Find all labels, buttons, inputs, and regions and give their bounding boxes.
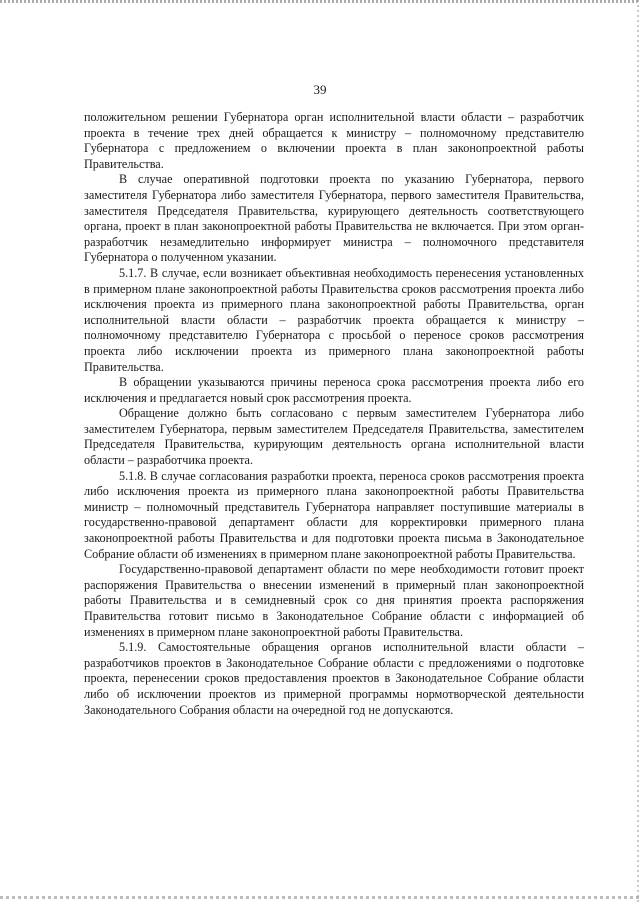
paragraph-continuation: положительном решении Губернатора орган исполнительной власти области – разработчик проекта в течение трех дней обращается к министру – полномочному представителю Губернатора с предложением о включении проекта в план законопроектной работы Правительства. <box>84 110 584 171</box>
paragraph-5-1-9: 5.1.9. Самостоятельные обращения органов исполнительной власти области – разработчиков проектов в Законодательное Собрание области с предложениями о подготовке проекта, перенесении сроков предоставления проектов в Законодательное Собрание области либо об исключении проектов из примерной программы нормотворческой деятельности Законодательного Собрания области на очередной год не допускаются. <box>84 640 584 717</box>
scan-edge-top <box>0 0 640 3</box>
paragraph: Государственно-правовой департамент области по мере необходимости готовит проект распоряжения Правительства о внесении изменений в примерный план законопроектной работы Правительства и в семидневный срок со дня принятия проекта распоряжения Правительства готовит письмо в Законодательное Собрание области с информацией об изменениях в примерном плане законопроектной работы Правительства. <box>84 562 584 639</box>
paragraph: В случае оперативной подготовки проекта по указанию Губернатора, первого заместителя Губернатора либо заместителя Губернатора, первого заместителя Правительства, заместителя Председателя Правительства, курирующего деятельность соответствующего органа, проект в план законопроектной работы Правительства не включается. При этом орган-разработчик незамедлительно информирует министра – полномочного представителя Губернатора о полученном указании. <box>84 172 584 265</box>
paragraph-5-1-8: 5.1.8. В случае согласования разработки проекта, переноса сроков рассмотрения проекта либо исключения проекта из примерного плана законопроектной работы Правительства министр – полномочный представитель Губернатора направляет поступившие материалы в государственно-правовой департамент области для корректировки примерного плана законопроектной работы Правительства и для подготовки проекта письма в Законодательное Собрание области об изменениях в примерном плане законопроектной работы Правительства. <box>84 468 584 561</box>
scan-edge-right <box>637 0 639 905</box>
paragraph: Обращение должно быть согласовано с первым заместителем Губернатора либо заместителем Губернатора, первым заместителем Председателя Правительства, заместителем Председателя Правительства, курирующим деятельность органа исполнительной власти области – разработчика проекта. <box>84 406 584 468</box>
scan-edge-bottom <box>0 896 640 899</box>
document-body <box>84 110 584 718</box>
paragraph-5-1-7: 5.1.7. В случае, если возникает объективная необходимость перенесения установленных в примерном плане законопроектной работы Правительства сроков рассмотрения проекта либо исключения проекта из примерного плана законопроектной работы Правительства, орган исполнительной власти области – разработчик проекта обращается к министру – полномочному представителю Губернатора с просьбой о переносе сроков рассмотрения проекта либо исключении проекта из примерного плана законопроектной работы Правительства. <box>84 265 584 374</box>
paragraph: В обращении указываются причины переноса срока рассмотрения проекта либо его исключения и предлагается новый срок рассмотрения проекта. <box>84 375 584 405</box>
page-number: 39 <box>313 82 327 97</box>
